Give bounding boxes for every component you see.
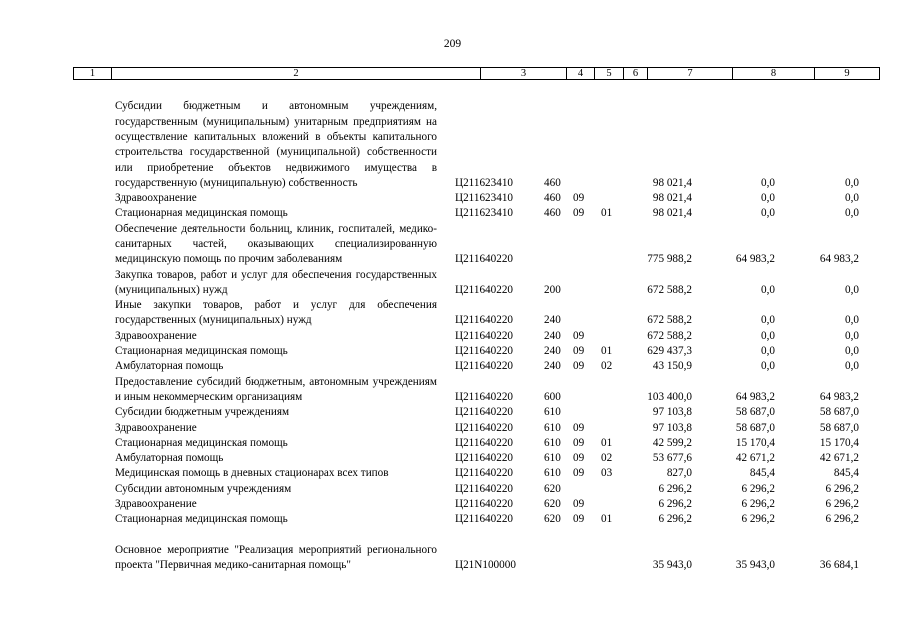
row-name: Основное мероприятие "Реализация мероприятий регионального проекта "Первичная медико-санитарная помощь" xyxy=(115,543,437,572)
row-name: Амбулаторная помощь xyxy=(115,452,224,465)
table-row xyxy=(0,84,905,191)
table-row xyxy=(0,451,905,466)
row-amount-col7: 672 588,2 xyxy=(647,329,692,342)
row-amount-col8: 0,0 xyxy=(761,329,775,342)
header-col-4: 4 xyxy=(567,68,595,79)
row-amount-col8: 0,0 xyxy=(761,283,775,296)
header-col-2: 2 xyxy=(112,68,481,79)
table-row xyxy=(0,497,905,512)
row-amount-col7: 98 021,4 xyxy=(652,192,692,205)
header-col-9: 9 xyxy=(844,68,850,79)
row-amount-col8: 64 983,2 xyxy=(735,390,775,403)
row-amount-col7: 629 437,3 xyxy=(647,345,692,358)
row-code: Ц211640220 xyxy=(455,421,514,434)
row-amount-col8: 6 296,2 xyxy=(741,482,775,495)
row-amount-col7: 103 400,0 xyxy=(647,390,692,403)
row-expense-type: 460 xyxy=(544,192,561,205)
table-row xyxy=(0,191,905,206)
row-code: Ц211640220 xyxy=(455,390,514,403)
row-section: 09 xyxy=(573,436,585,449)
header-col-5: 5 xyxy=(595,68,624,79)
row-code: Ц211640220 xyxy=(455,314,514,327)
row-name: Здравоохранение xyxy=(115,498,197,511)
table-row xyxy=(0,359,905,374)
row-amount-col7: 672 588,2 xyxy=(647,283,692,296)
header-col-7: 7 xyxy=(648,68,733,79)
row-code: Ц211623410 xyxy=(455,207,514,220)
row-section: 09 xyxy=(573,513,585,526)
row-code: Ц211640220 xyxy=(455,329,514,342)
row-name: Стационарная медицинская помощь xyxy=(115,345,288,358)
row-amount-col9: 0,0 xyxy=(845,360,859,373)
row-amount-col9: 0,0 xyxy=(845,314,859,327)
row-amount-col7: 98 021,4 xyxy=(652,176,692,189)
row-name: Здравоохранение xyxy=(115,192,197,205)
row-amount-col9: 0,0 xyxy=(845,207,859,220)
row-section: 09 xyxy=(573,329,585,342)
table-row xyxy=(0,528,905,574)
row-section: 09 xyxy=(573,452,585,465)
row-code: Ц211640220 xyxy=(455,513,514,526)
row-subsection: 02 xyxy=(601,452,613,465)
row-amount-col8: 0,0 xyxy=(761,360,775,373)
row-amount-col7: 53 677,6 xyxy=(652,452,692,465)
header-col-8: 8 xyxy=(733,68,815,79)
row-amount-col8: 58 687,0 xyxy=(735,406,775,419)
table-row xyxy=(0,421,905,436)
row-name: Предоставление субсидий бюджетным, автономным учреждениям и иным некоммерческим организациям xyxy=(115,375,437,403)
row-name: Закупка товаров, работ и услуг для обеспечения государственных (муниципальных) нужд xyxy=(115,268,437,296)
row-amount-col8: 42 671,2 xyxy=(735,452,775,465)
row-amount-col8: 0,0 xyxy=(761,345,775,358)
row-name: Субсидии автономным учреждениям xyxy=(115,482,292,495)
row-amount-col9: 36 684,1 xyxy=(819,559,859,572)
row-amount-col8: 0,0 xyxy=(761,192,775,205)
row-section: 09 xyxy=(573,498,585,511)
row-name: Здравоохранение xyxy=(115,421,197,434)
row-name: Субсидии бюджетным учреждениям xyxy=(115,406,290,419)
row-code: Ц211640220 xyxy=(455,253,514,266)
table-row xyxy=(0,268,905,299)
table-row xyxy=(0,405,905,420)
row-expense-type: 620 xyxy=(544,498,561,511)
row-expense-type: 620 xyxy=(544,482,561,495)
row-code: Ц211640220 xyxy=(455,436,514,449)
row-amount-col8: 0,0 xyxy=(761,176,775,189)
table-body xyxy=(0,84,905,574)
row-code: Ц211640220 xyxy=(455,283,514,296)
table-row xyxy=(0,512,905,527)
row-expense-type: 610 xyxy=(544,452,561,465)
row-subsection: 01 xyxy=(601,436,613,449)
row-code: Ц21N100000 xyxy=(455,559,516,572)
row-amount-col9: 0,0 xyxy=(845,345,859,358)
row-amount-col7: 672 588,2 xyxy=(647,314,692,327)
row-amount-col7: 35 943,0 xyxy=(652,559,692,572)
row-section: 09 xyxy=(573,467,585,480)
row-name: Амбулаторная помощь xyxy=(115,360,224,373)
row-expense-type: 620 xyxy=(544,513,561,526)
row-expense-type: 240 xyxy=(544,345,561,358)
row-amount-col7: 42 599,2 xyxy=(652,436,692,449)
row-amount-col7: 97 103,8 xyxy=(652,421,692,434)
row-section: 09 xyxy=(573,345,585,358)
row-amount-col9: 58 687,0 xyxy=(819,406,859,419)
row-amount-col8: 58 687,0 xyxy=(735,421,775,434)
row-code: Ц211640220 xyxy=(455,345,514,358)
row-amount-col8: 845,4 xyxy=(749,467,775,480)
row-amount-col9: 64 983,2 xyxy=(819,253,859,266)
row-amount-col7: 43 150,9 xyxy=(652,360,692,373)
row-amount-col9: 6 296,2 xyxy=(825,513,859,526)
row-expense-type: 240 xyxy=(544,314,561,327)
row-amount-col7: 6 296,2 xyxy=(658,482,692,495)
row-expense-type: 240 xyxy=(544,329,561,342)
row-expense-type: 600 xyxy=(544,390,561,403)
table-row xyxy=(0,344,905,359)
row-expense-type: 200 xyxy=(544,283,561,296)
table-row xyxy=(0,298,905,329)
row-amount-col9: 64 983,2 xyxy=(819,390,859,403)
row-name: Иные закупки товаров, работ и услуг для обеспечения государственных (муниципальных) нужд xyxy=(115,299,437,327)
row-amount-col8: 35 943,0 xyxy=(735,559,775,572)
row-amount-col7: 6 296,2 xyxy=(658,513,692,526)
row-expense-type: 460 xyxy=(544,176,561,189)
row-amount-col7: 775 988,2 xyxy=(647,253,692,266)
table-row xyxy=(0,329,905,344)
row-expense-type: 610 xyxy=(544,467,561,480)
row-amount-col8: 64 983,2 xyxy=(735,253,775,266)
row-code: Ц211623410 xyxy=(455,176,514,189)
row-code: Ц211623410 xyxy=(455,192,514,205)
row-subsection: 01 xyxy=(601,207,613,220)
row-subsection: 02 xyxy=(601,360,613,373)
row-amount-col7: 6 296,2 xyxy=(658,498,692,511)
table-row xyxy=(0,222,905,268)
header-col-1: 1 xyxy=(74,68,112,79)
row-amount-col9: 6 296,2 xyxy=(825,498,859,511)
header-col-6: 6 xyxy=(624,68,648,79)
row-name: Обеспечение деятельности больниц, клиник, госпиталей, медико-санитарных частей, оказывающих специализированную медицинскую помощь по прочим заболеваниям xyxy=(115,222,437,266)
row-amount-col9: 0,0 xyxy=(845,176,859,189)
page-number: 209 xyxy=(443,38,462,50)
row-amount-col9: 845,4 xyxy=(833,467,859,480)
table-row xyxy=(0,206,905,221)
row-code: Ц211640220 xyxy=(455,406,514,419)
header-col-3: 3 xyxy=(481,68,567,79)
row-code: Ц211640220 xyxy=(455,467,514,480)
row-expense-type: 610 xyxy=(544,406,561,419)
row-amount-col9: 0,0 xyxy=(845,192,859,205)
row-name: Стационарная медицинская помощь xyxy=(115,207,288,220)
row-subsection: 03 xyxy=(601,467,613,480)
row-amount-col8: 6 296,2 xyxy=(741,513,775,526)
row-amount-col7: 827,0 xyxy=(666,467,692,480)
row-code: Ц211640220 xyxy=(455,482,514,495)
table-row xyxy=(0,436,905,451)
row-section: 09 xyxy=(573,421,585,434)
row-expense-type: 610 xyxy=(544,436,561,449)
row-section: 09 xyxy=(573,360,585,373)
table-row xyxy=(0,482,905,497)
row-name: Субсидии бюджетным и автономным учреждениям, государственным (муниципальным) унитарным предприятиям на осуществление капитальных вложений в объекты капитального строительства государственной (муниципальной) собственности или приобретение объектов недвижимого имущества в государственную (муниципальную) собственность xyxy=(115,100,437,189)
row-amount-col9: 6 296,2 xyxy=(825,482,859,495)
table-header xyxy=(73,67,880,80)
row-subsection: 01 xyxy=(601,345,613,358)
row-expense-type: 240 xyxy=(544,360,561,373)
row-amount-col8: 6 296,2 xyxy=(741,498,775,511)
row-expense-type: 460 xyxy=(544,207,561,220)
row-subsection: 01 xyxy=(601,513,613,526)
row-amount-col9: 58 687,0 xyxy=(819,421,859,434)
row-amount-col8: 0,0 xyxy=(761,314,775,327)
table-row xyxy=(0,466,905,481)
table-row xyxy=(0,375,905,406)
row-amount-col8: 0,0 xyxy=(761,207,775,220)
row-amount-col9: 0,0 xyxy=(845,329,859,342)
row-section: 09 xyxy=(573,207,585,220)
row-amount-col7: 97 103,8 xyxy=(652,406,692,419)
row-code: Ц211640220 xyxy=(455,452,514,465)
row-name: Медицинская помощь в дневных стационарах всех типов xyxy=(115,467,389,480)
row-name: Стационарная медицинская помощь xyxy=(115,436,288,449)
row-amount-col7: 98 021,4 xyxy=(652,207,692,220)
row-section: 09 xyxy=(573,192,585,205)
row-amount-col9: 0,0 xyxy=(845,283,859,296)
row-name: Здравоохранение xyxy=(115,329,197,342)
row-name: Стационарная медицинская помощь xyxy=(115,513,288,526)
row-code: Ц211640220 xyxy=(455,360,514,373)
row-expense-type: 610 xyxy=(544,421,561,434)
row-amount-col9: 15 170,4 xyxy=(819,436,859,449)
row-code: Ц211640220 xyxy=(455,498,514,511)
row-amount-col9: 42 671,2 xyxy=(819,452,859,465)
row-amount-col8: 15 170,4 xyxy=(735,436,775,449)
